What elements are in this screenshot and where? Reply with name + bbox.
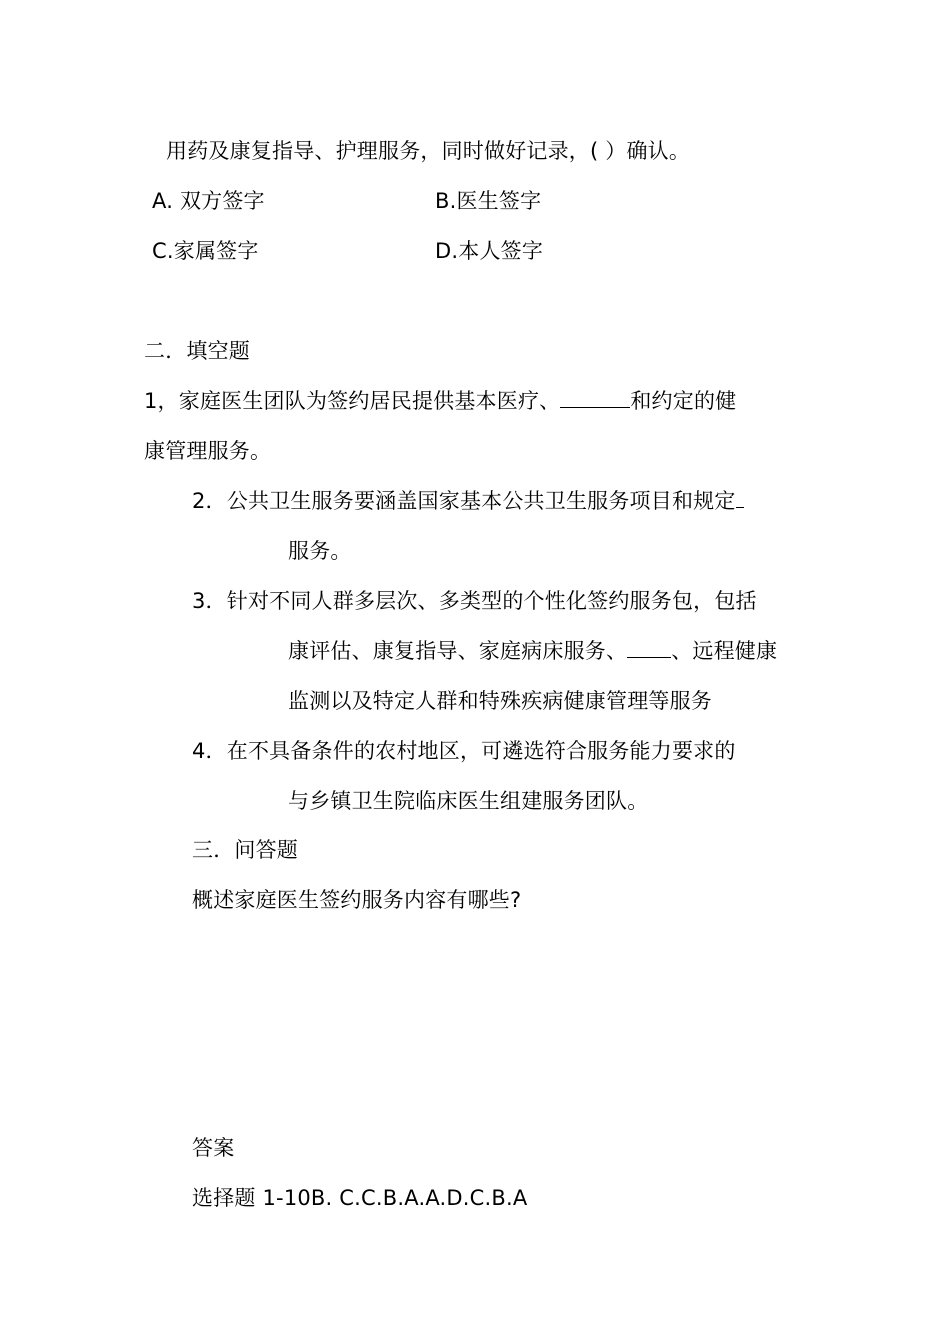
fill-question-3-line3: 监测以及特定人群和特殊疾病健康管理等服务 [288, 689, 712, 713]
fill-question-4-line2: 与乡镇卫生院临床医生组建服务团队。 [288, 789, 649, 813]
option-a: A. 双方签字 [152, 189, 265, 213]
option-b: B.医生签字 [435, 189, 542, 213]
answers-choice-line: 选择题 1-10B. C.C.B.A.A.D.C.B.A [192, 1186, 528, 1210]
qa-question: 概述家庭医生签约服务内容有哪些? [192, 888, 522, 912]
fill-question-3-line2 [288, 636, 777, 666]
fill-question-1 [144, 386, 736, 416]
fill-question-2 [192, 486, 744, 516]
section-qa-heading: 三．问答题 [192, 838, 298, 862]
fill-question-2-line2: 服务。 [288, 539, 352, 563]
section-fill-heading: 二．填空题 [144, 339, 250, 363]
fill-question-2-line1: 2．公共卫生服务要涵盖国家基本公共卫生服务项目和规定 [192, 489, 736, 513]
fill-blank-2[interactable] [736, 487, 744, 508]
fill-question-3-line1: 3．针对不同人群多层次、多类型的个性化签约服务包，包括 [192, 589, 757, 613]
fill-blank-3[interactable] [627, 637, 671, 658]
option-c: C.家属签字 [152, 239, 259, 263]
prev-question-continuation: 用药及康复指导、护理服务，同时做好记录，( ）确认。 [166, 139, 691, 163]
fill-question-1-text-before: 1，家庭医生团队为签约居民提供基本医疗、 [144, 389, 561, 413]
fill-question-1-wrap: 康管理服务。 [144, 439, 272, 463]
option-d: D.本人签字 [435, 239, 544, 263]
fill-question-4-line1: 4．在不具备条件的农村地区，可遴选符合服务能力要求的 [192, 739, 736, 763]
fill-question-3-text-before: 康评估、康复指导、家庭病床服务、 [288, 639, 628, 663]
answers-heading: 答案 [192, 1136, 235, 1160]
fill-question-1-text-after: 和约定的健 [630, 389, 737, 413]
fill-question-3-text-after: 、远程健康 [671, 639, 778, 663]
fill-blank-1[interactable] [560, 387, 630, 408]
